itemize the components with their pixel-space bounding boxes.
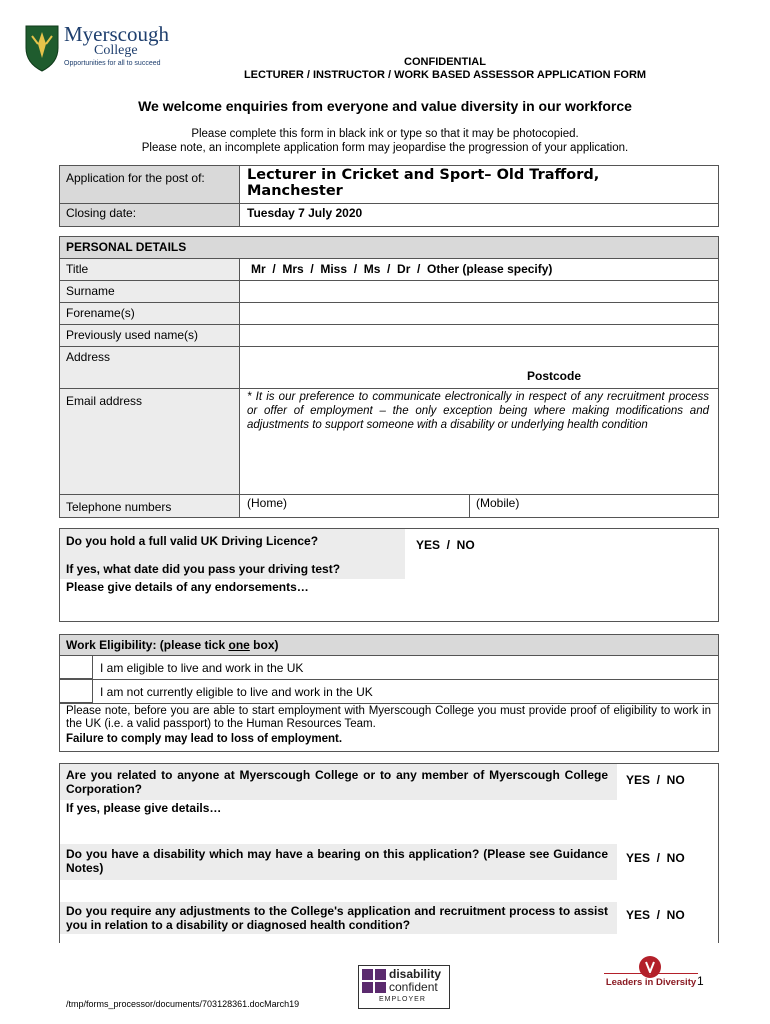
telephone-label: Telephone numbers: [66, 500, 172, 514]
driving-licence-answer[interactable]: YES / NO: [416, 538, 475, 552]
post-value: Lecturer in Cricket and Sport– Old Trafford, Manchester: [247, 167, 600, 199]
lid-text: Leaders in Diversity: [605, 977, 697, 988]
eligibility-note: Please note, before you are able to start employment with Myerscough College you must provide proof of eligibility to work in the UK (i.e. a valid passport) to the Human Resources Team.: [66, 705, 711, 730]
closing-date-label: Closing date:: [66, 206, 137, 220]
personal-details-heading: PERSONAL DETAILS: [66, 240, 187, 254]
related-question: Are you related to anyone at Myerscough College or to any member of Myerscough College Corporation?: [66, 768, 608, 796]
leaders-in-diversity-logo: [604, 955, 698, 993]
dc-line-3: EMPLOYER: [379, 996, 426, 1003]
title-options[interactable]: Mr / Mrs / Miss / Ms / Dr / Other (please specify): [251, 262, 553, 276]
closing-date-value: Tuesday 7 July 2020: [247, 206, 363, 220]
driving-test-date-question: If yes, what date did you pass your driving test?: [66, 562, 341, 576]
dc-line-2: confident: [389, 980, 438, 994]
disability-answer[interactable]: YES / NO: [626, 851, 685, 865]
disability-question: Do you have a disability which may have a bearing on this application? (Please see Guidance Notes): [66, 847, 608, 875]
adjustments-question: Do you require any adjustments to the College's application and recruitment process to assist you in relation to a disability or diagnosed health condition?: [66, 904, 608, 932]
previous-names-label: Previously used name(s): [66, 328, 199, 342]
dc-line-1: disability: [389, 967, 442, 981]
form-title: LECTURER / INSTRUCTOR / WORK BASED ASSESSOR APPLICATION FORM: [243, 69, 647, 81]
intro-note-1: Please complete this form in black ink or type so that it may be photocopied.: [191, 128, 579, 140]
work-eligibility-heading: Work Eligibility: (please tick one box): [66, 638, 279, 652]
lid-emblem-icon: [638, 955, 662, 979]
email-note: * It is our preference to communicate electronically in respect of any recruitment process or offer of employment – the only exception being where making modifications and adjustments to support someone with a disability or underlying health condition: [247, 391, 709, 431]
logo-college: College: [94, 43, 138, 58]
forenames-label: Forename(s): [66, 306, 135, 320]
title-label: Title: [66, 262, 89, 276]
address-label: Address: [66, 350, 111, 364]
surname-label: Surname: [66, 284, 115, 298]
not-eligible-option-label: I am not currently eligible to live and work in the UK: [100, 685, 373, 699]
page-number: 1: [697, 974, 704, 988]
eligibility-warning: Failure to comply may lead to loss of employment.: [66, 733, 343, 745]
driving-licence-question: Do you hold a full valid UK Driving Licence?: [66, 534, 319, 548]
home-phone-field[interactable]: (Home): [247, 496, 288, 510]
mobile-phone-field[interactable]: (Mobile): [476, 496, 520, 510]
logo-name: Myerscough: [64, 22, 169, 46]
related-details-prompt: If yes, please give details…: [66, 801, 222, 815]
adjustments-answer[interactable]: YES / NO: [626, 908, 685, 922]
intro-note-2: Please note, an incomplete application form may jeopardise the progression of your application.: [141, 142, 629, 154]
forenames-field[interactable]: [240, 303, 718, 323]
post-label: Application for the post of:: [66, 171, 205, 185]
email-label: Email address: [66, 394, 143, 408]
logo-tagline: Opportunities for all to succeed: [64, 60, 161, 67]
email-field[interactable]: [240, 448, 718, 493]
college-logo: [22, 22, 182, 72]
crest-icon: [22, 22, 62, 72]
confidential-label: CONFIDENTIAL: [404, 56, 486, 68]
previous-names-field[interactable]: [240, 325, 718, 345]
disability-confident-icon: [362, 969, 386, 993]
document-path: /tmp/forms_processor/documents/703128361.docMarch19: [66, 999, 300, 1009]
related-answer[interactable]: YES / NO: [626, 773, 685, 787]
address-field[interactable]: [240, 347, 718, 387]
postcode-label: Postcode: [527, 369, 582, 383]
surname-field[interactable]: [240, 281, 718, 301]
not-eligible-checkbox[interactable]: [59, 679, 93, 703]
eligible-option-label: I am eligible to live and work in the UK: [100, 661, 304, 675]
eligible-checkbox[interactable]: [59, 655, 93, 679]
disability-confident-logo: [358, 965, 450, 1009]
welcome-heading: We welcome enquiries from everyone and value diversity in our workforce: [138, 98, 632, 114]
endorsements-question: Please give details of any endorsements…: [66, 580, 309, 594]
